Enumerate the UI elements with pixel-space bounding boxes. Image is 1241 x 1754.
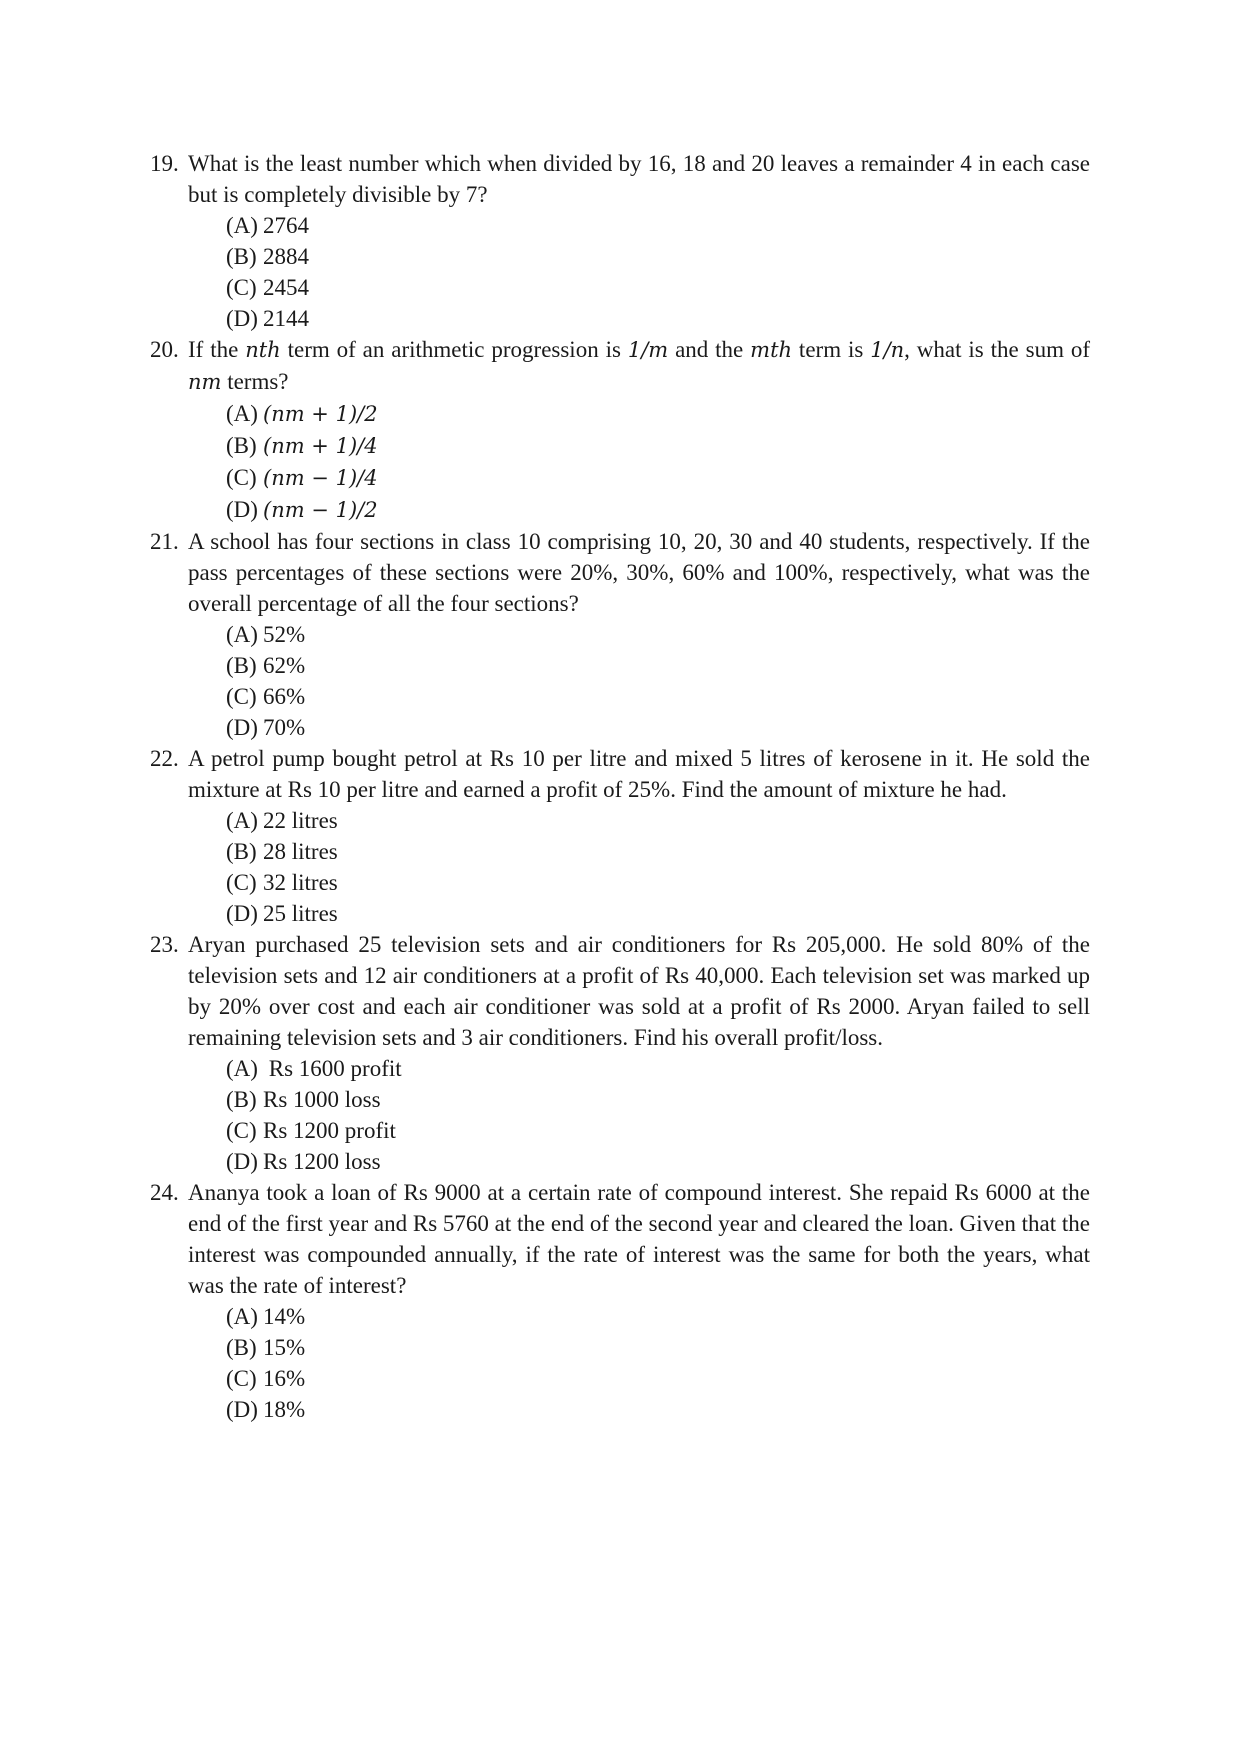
option-list — [188, 619, 1090, 743]
option-value: 2764 — [263, 213, 309, 238]
option-value: 15% — [263, 1335, 306, 1360]
option-letter: (B) — [226, 839, 257, 864]
option-letter: (D) — [226, 306, 258, 331]
option-item — [226, 1115, 1090, 1146]
option-letter: (D) — [226, 1397, 258, 1422]
option-letter: (B) — [226, 1335, 257, 1360]
math-expression: mth — [750, 338, 793, 362]
option-item — [226, 1301, 1090, 1332]
option-value: 66% — [263, 684, 306, 709]
question-number: 21. — [150, 529, 179, 554]
question-text-segment: Ananya took a loan of Rs 9000 at a certain rate of compound interest. She repaid Rs 6000 at the end of the first year and Rs 5760 at the end of the second year and cleared the loan. Given that the interest was compounded annually, if the rate of interest was the same for both the years, what was the rate of interest? — [188, 1180, 1090, 1298]
option-item — [226, 1363, 1090, 1394]
option-letter: (B) — [226, 244, 257, 269]
question-23 — [150, 929, 1090, 1177]
option-item — [226, 805, 1090, 836]
option-value: 22 litres — [263, 808, 338, 833]
option-item — [226, 898, 1090, 929]
option-value: 16% — [263, 1366, 306, 1391]
option-item — [226, 210, 1090, 241]
question-text — [188, 1177, 1090, 1301]
option-letter: (C) — [226, 1366, 257, 1391]
question-number: 19. — [150, 151, 179, 176]
option-item — [226, 681, 1090, 712]
question-text-segment: If the — [188, 337, 246, 362]
option-value: 70% — [263, 715, 306, 740]
option-letter: (A) — [226, 622, 258, 647]
option-list — [188, 1301, 1090, 1425]
option-list — [188, 1053, 1090, 1177]
option-item — [226, 712, 1090, 743]
option-letter: (D) — [226, 497, 258, 522]
option-value: 32 litres — [263, 870, 338, 895]
question-text — [188, 334, 1090, 398]
question-text-segment: A school has four sections in class 10 comprising 10, 20, 30 and 40 students, respectively. If the pass percentages of these sections were 20%, 30%, 60% and 100%, respectively, what was the overall percentage of all the four sections? — [188, 529, 1090, 616]
option-letter: (C) — [226, 870, 257, 895]
question-text-segment: term of an arithmetic progression is — [280, 337, 628, 362]
option-item — [226, 619, 1090, 650]
option-value: Rs 1200 loss — [263, 1149, 381, 1174]
option-value: (nm − 1)/4 — [263, 466, 378, 490]
option-letter: (A) — [226, 401, 258, 426]
question-22 — [150, 743, 1090, 929]
question-text — [188, 929, 1090, 1053]
option-value: Rs 1200 profit — [263, 1118, 396, 1143]
option-letter: (C) — [226, 1118, 257, 1143]
option-value: 28 litres — [263, 839, 338, 864]
option-value: (nm − 1)/2 — [263, 498, 378, 522]
option-value: Rs 1600 profit — [263, 1056, 402, 1081]
question-text — [188, 526, 1090, 619]
option-value: (nm + 1)/4 — [263, 434, 378, 458]
option-letter: (C) — [226, 684, 257, 709]
option-item — [226, 430, 1090, 462]
option-item — [226, 1332, 1090, 1363]
question-page — [150, 148, 1090, 1425]
question-text-segment: term is — [792, 337, 871, 362]
question-text — [188, 743, 1090, 805]
option-item — [226, 1053, 1090, 1084]
question-text-segment: and the — [668, 337, 751, 362]
question-text — [188, 148, 1090, 210]
option-value: 2454 — [263, 275, 309, 300]
option-value: 2144 — [263, 306, 309, 331]
option-item — [226, 494, 1090, 526]
option-value: 62% — [263, 653, 306, 678]
option-item — [226, 1146, 1090, 1177]
question-21 — [150, 526, 1090, 743]
option-list — [188, 398, 1090, 526]
option-letter: (A) — [226, 1056, 258, 1081]
option-value: 18% — [263, 1397, 306, 1422]
question-text-segment: , what is the sum of — [904, 337, 1090, 362]
option-item — [226, 650, 1090, 681]
option-list — [188, 805, 1090, 929]
option-item — [226, 1084, 1090, 1115]
question-number: 23. — [150, 932, 179, 957]
option-item — [226, 303, 1090, 334]
option-letter: (D) — [226, 715, 258, 740]
math-expression: nm — [188, 370, 222, 394]
question-number: 24. — [150, 1180, 179, 1205]
option-item — [226, 1394, 1090, 1425]
option-letter: (D) — [226, 1149, 258, 1174]
option-value: 2884 — [263, 244, 309, 269]
option-value: 14% — [263, 1304, 306, 1329]
option-list — [188, 210, 1090, 334]
question-number: 22. — [150, 746, 179, 771]
option-letter: (B) — [226, 433, 257, 458]
question-20 — [150, 334, 1090, 526]
option-item — [226, 462, 1090, 494]
math-expression: 1/n — [870, 338, 905, 362]
option-value: (nm + 1)/2 — [263, 402, 378, 426]
option-item — [226, 398, 1090, 430]
option-value: 52% — [263, 622, 306, 647]
option-letter: (A) — [226, 213, 258, 238]
option-letter: (A) — [226, 808, 258, 833]
question-19 — [150, 148, 1090, 334]
option-letter: (B) — [226, 653, 257, 678]
option-item — [226, 867, 1090, 898]
question-text-segment: A petrol pump bought petrol at Rs 10 per litre and mixed 5 litres of kerosene in it. He sold the mixture at Rs 10 per litre and earned a profit of 25%. Find the amount of mixture he had. — [188, 746, 1090, 802]
question-text-segment: Aryan purchased 25 television sets and air conditioners for Rs 205,000. He sold 80% of the television sets and 12 air conditioners at a profit of Rs 40,000. Each television set was marked up by 20% over cost and each air conditioner was sold at a profit of Rs 2000. Aryan failed to sell remaining television sets and 3 air conditioners. Find his overall profit/loss. — [188, 932, 1090, 1050]
option-item — [226, 272, 1090, 303]
option-item — [226, 241, 1090, 272]
option-item — [226, 836, 1090, 867]
question-text-segment: terms? — [221, 369, 289, 394]
math-expression: nth — [245, 338, 281, 362]
option-letter: (C) — [226, 465, 257, 490]
math-expression: 1/m — [627, 338, 669, 362]
option-letter: (D) — [226, 901, 258, 926]
option-value: Rs 1000 loss — [263, 1087, 381, 1112]
question-number: 20. — [150, 337, 179, 362]
option-letter: (A) — [226, 1304, 258, 1329]
option-letter: (C) — [226, 275, 257, 300]
question-text-segment: What is the least number which when divided by 16, 18 and 20 leaves a remainder 4 in each case but is completely divisible by 7? — [188, 151, 1090, 207]
question-24 — [150, 1177, 1090, 1425]
option-letter: (B) — [226, 1087, 257, 1112]
option-value: 25 litres — [263, 901, 338, 926]
